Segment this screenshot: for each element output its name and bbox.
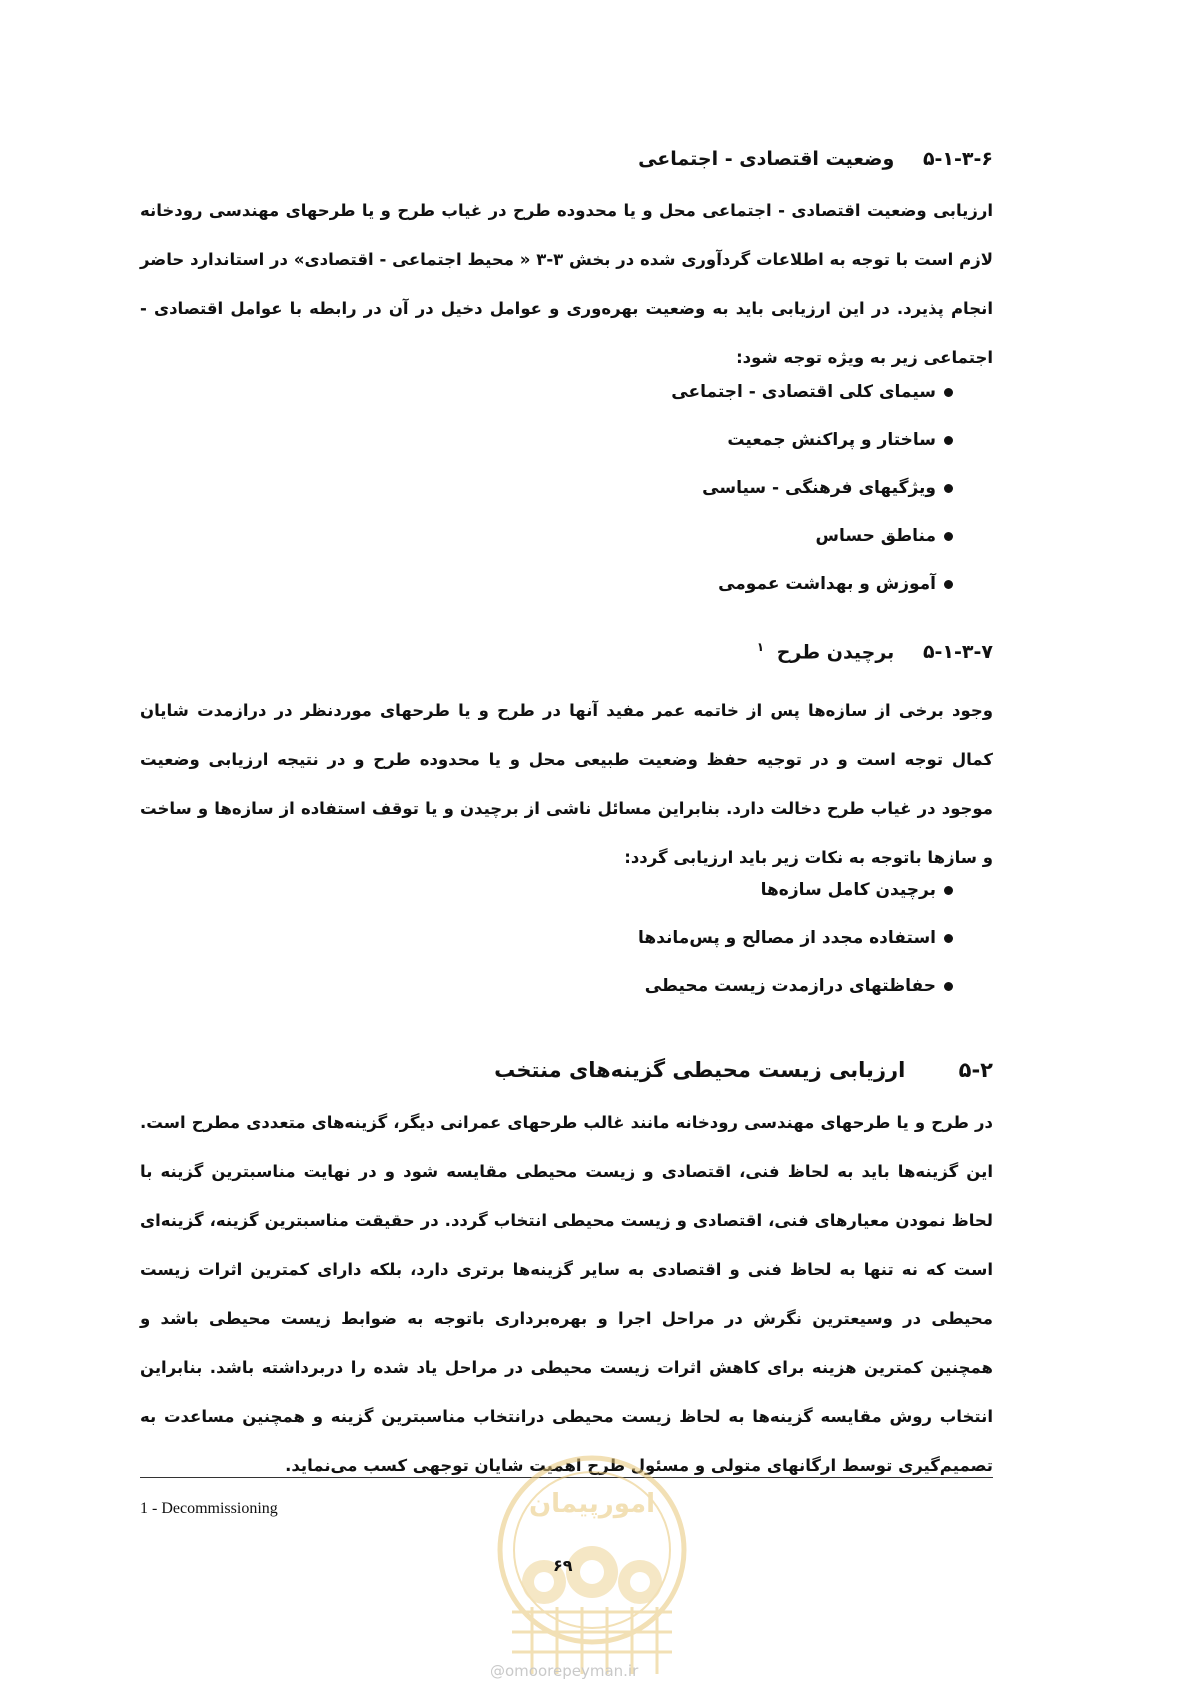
bullet-item: برچیدن کامل سازه‌ها — [638, 866, 953, 914]
footnote-reference[interactable]: ۱ — [756, 640, 765, 654]
watermark-site: @omoorepeyman.ir — [490, 1662, 639, 1680]
bullet-item: ساختار و پراکنش جمعیت — [671, 416, 953, 464]
bullet-dot-icon — [944, 580, 953, 589]
bullet-item: آموزش و بهداشت عمومی — [671, 560, 953, 608]
bullet-item: حفاظتهای درازمدت زیست محیطی — [638, 962, 953, 1010]
footnote: 1 - Decommissioning — [140, 1500, 278, 1517]
page-number: ۶۹ — [553, 1556, 573, 1575]
section-title: برچیدن طرح — [776, 641, 895, 664]
watermark-text: امورپیمان — [528, 1489, 656, 1519]
bullet-dot-icon — [944, 982, 953, 991]
bullet-dot-icon — [944, 886, 953, 895]
bullet-dot-icon — [944, 484, 953, 493]
bullet-item: ویژگیهای فرهنگی - سیاسی — [671, 464, 953, 512]
section-heading — [494, 1058, 993, 1082]
section-title: وضعیت اقتصادی - اجتماعی — [638, 148, 895, 170]
section-paragraph: در طرح و یا طرحهای مهندسی رودخانه مانند غالب طرحهای عمرانی دیگر، گزینه‌های متعددی مطرح است. این گزینه‌ها باید به لحاظ فنی، اقتصادی و زیست محیطی مقایسه شود و در نهایت مناسبترین گزینه با لحاظ نمودن معیارهای فنی، اقتصادی و زیست محیطی انتخاب گردد. در حقیقت مناسبترین گزینه، گزینه‌ای است که نه تنها به لحاظ فنی و اقتصادی به سایر گزینه‌ها برتری دارد، بلکه دارای کمترین اثرات زیست محیطی در وسیعترین نگرش در مراحل اجرا و بهره‌برداری باتوجه به ضوابط زیست محیطی باشد و همچنین کمترین هزینه برای کاهش اثرات زیست محیطی در مراحل یاد شده را دربرداشته باشد. بنابراین انتخاب روش مقایسه گزینه‌ها به لحاظ زیست محیطی درانتخاب مناسبترین گزینه و همچنین مساعدت به تصمیم‌گیری توسط ارگانهای متولی و مسئول طرح اهمیت شایان توجهی کسب می‌نماید. — [140, 1113, 993, 1475]
watermark-logo — [482, 1442, 702, 1680]
document-page — [140, 0, 993, 1684]
bullet-dot-icon — [944, 436, 953, 445]
section-heading — [638, 148, 993, 170]
bullet-dot-icon — [944, 532, 953, 541]
bullet-dot-icon — [944, 388, 953, 397]
section-title: ارزیابی زیست محیطی گزینه‌های منتخب — [494, 1058, 906, 1082]
section-number: ۵-۱-۳-۷ — [922, 641, 993, 664]
bullet-item: سیمای کلی اقتصادی - اجتماعی — [671, 368, 953, 416]
section-paragraph: وجود برخی از سازه‌ها پس از خاتمه عمر مفید آنها در طرح و یا طرحهای موردنظر در درازمدت شایان کمال توجه است و در توجیه حفظ وضعیت طبیعی محل و یا محدوده طرح و در نتیجه ارزیابی وضعیت موجود در غیاب طرح دخالت دارد. بنابراین مسائل ناشی از برچیدن و یا توقف استفاده از سازه‌ها و ساخت و سازها باتوجه به نکات زیر باید ارزیابی گردد: — [140, 701, 993, 867]
section-number: ۵-۲ — [958, 1058, 993, 1082]
bullet-item: استفاده مجدد از مصالح و پس‌ماندها — [638, 914, 953, 962]
section-number: ۵-۱-۳-۶ — [922, 148, 993, 170]
bullet-list — [671, 368, 953, 608]
bullet-dot-icon — [944, 934, 953, 943]
bullet-item: مناطق حساس — [671, 512, 953, 560]
section-heading — [757, 640, 993, 663]
bullet-list — [638, 866, 953, 1010]
section-paragraph: ارزیابی وضعیت اقتصادی - اجتماعی محل و یا محدوده طرح در غیاب طرح و یا طرحهای مهندسی رودخانه لازم است با توجه به اطلاعات گردآوری شده در بخش ۳-۳ « محیط اجتماعی - اقتصادی» در استاندارد حاضر انجام پذیرد. در این ارزیابی باید به وضعیت بهره‌وری و عوامل دخیل در آن در رابطه با عوامل اقتصادی - اجتماعی زیر به ویژه توجه شود: — [140, 201, 993, 367]
